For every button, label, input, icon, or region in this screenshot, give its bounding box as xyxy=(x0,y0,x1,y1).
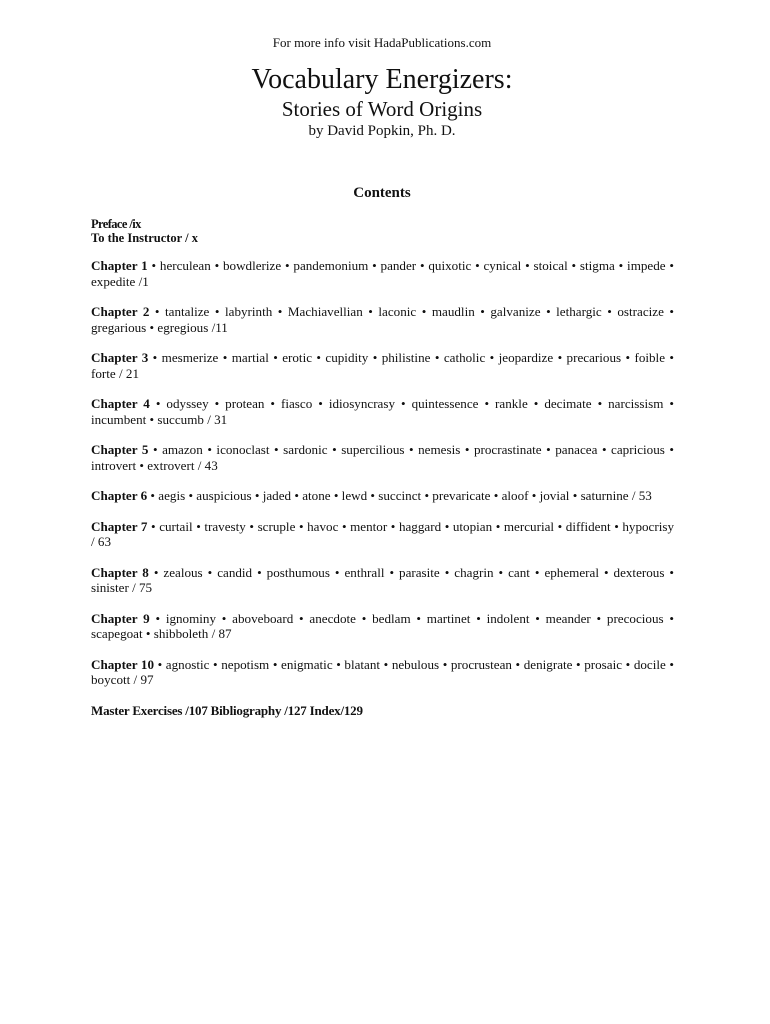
chapter-label: Chapter 1 xyxy=(91,258,148,273)
header-note: For more info visit HadaPublications.com xyxy=(272,35,492,50)
chapter-entry xyxy=(91,657,674,688)
chapter-label: Chapter 4 xyxy=(91,396,150,411)
chapter-words: • amazon • iconoclast • sardonic • supercilious • nemesis • procrastinate • panacea • capricious • introvert • extrovert / 43 xyxy=(91,442,674,473)
chapter-entry xyxy=(91,350,674,381)
chapter-entry xyxy=(91,396,674,427)
book-subtitle: Stories of Word Origins xyxy=(281,97,483,121)
chapter-label: Chapter 10 xyxy=(91,656,155,672)
chapter-entry xyxy=(91,611,674,642)
chapter-entry xyxy=(91,258,674,289)
chapter-label: Chapter 6 xyxy=(91,488,148,503)
chapter-entry xyxy=(91,304,674,335)
chapter-entry xyxy=(91,488,674,504)
chapter-label: Chapter 2 xyxy=(91,304,150,319)
chapter-label: Chapter 9 xyxy=(91,610,150,626)
book-title: Vocabulary Energizers: xyxy=(251,64,513,95)
chapter-words: • mesmerize • martial • erotic • cupidity • philistine • catholic • jeopardize • precarious • foible • forte / 21 xyxy=(91,350,674,381)
chapter-label: Chapter 5 xyxy=(91,442,149,457)
chapter-words: • odyssey • protean • fiasco • idiosyncrasy • quintessence • rankle • decimate • narcissism • incumbent • succumb / 31 xyxy=(91,396,674,427)
chapter-list xyxy=(91,258,674,719)
chapter-label: Chapter 8 xyxy=(91,564,149,580)
contents-heading: Contents xyxy=(353,185,411,201)
chapter-entry xyxy=(91,565,674,596)
front-matter xyxy=(91,217,198,245)
chapter-words: • zealous • candid • posthumous • enthrall • parasite • chagrin • cant • ephemeral • dexterous • sinister / 75 xyxy=(91,564,674,595)
chapter-entry xyxy=(91,519,674,550)
chapter-label: Chapter 7 xyxy=(91,518,148,534)
instructor-entry: To the Instructor / x xyxy=(91,231,198,245)
preface-entry: Preface /ix xyxy=(91,217,141,231)
chapter-words: • ignominy • aboveboard • anecdote • bedlam • martinet • indolent • meander • precocious • scapegoat • shibboleth / 87 xyxy=(91,610,674,641)
chapter-words: • aegis • auspicious • jaded • atone • lewd • succinct • prevaricate • aloof • jovial • saturnine / 53 xyxy=(147,488,652,503)
chapter-words: • agnostic • nepotism • enigmatic • blatant • nebulous • procrustean • denigrate • prosaic • docile • boycott / 97 xyxy=(91,656,674,687)
chapter-entry xyxy=(91,442,674,473)
book-author: by David Popkin, Ph. D. xyxy=(308,123,456,139)
chapter-words: • herculean • bowdlerize • pandemonium • pander • quixotic • cynical • stoical • stigma • impede • expedite /1 xyxy=(91,258,674,289)
chapter-words: • tantalize • labyrinth • Machiavellian • laconic • maudlin • galvanize • lethargic • ostracize • gregarious • egregious /11 xyxy=(91,304,674,335)
chapter-label: Chapter 3 xyxy=(91,350,149,365)
chapter-words: • curtail • travesty • scruple • havoc • mentor • haggard • utopian • mercurial • diffident • hypocrisy / 63 xyxy=(91,518,675,549)
back-matter-entry: Master Exercises /107 Bibliography /127 Index/129 xyxy=(91,702,363,718)
